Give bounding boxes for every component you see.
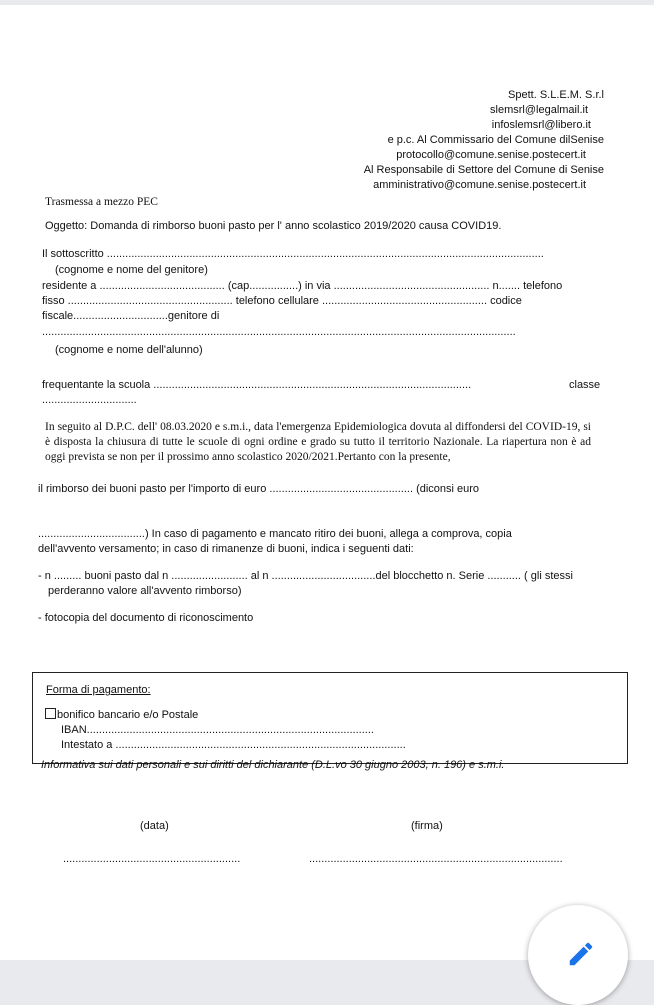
oggetto-line: Oggetto: Domanda di rimborso buoni pasto per l' anno scolastico 2019/2020 causa COVID19. [45, 220, 502, 232]
bullet-buoni-cont: perderanno valore all'avvento rimborso) [48, 585, 242, 597]
payment-title: Forma di pagamento: [46, 684, 151, 696]
payment-option-label: bonifico bancario e/o Postale [57, 709, 199, 721]
intestato-field: Intestato a ............................................................................................... [61, 739, 406, 751]
recipient-name: Spett. S.L.E.M. S.r.l [508, 89, 604, 101]
payment-option [45, 708, 198, 722]
checkbox[interactable] [45, 708, 56, 719]
firma-signature-line: ................................................................................... [309, 853, 563, 865]
pagamento-line-1: ...................................) In caso di pagamento e mancato ritiro dei buoni, allega a comprova, copia [38, 528, 512, 540]
iban-field: IBAN.............................................................................................. [61, 724, 374, 736]
recipient-email: infoslemsrl@libero.it [491, 119, 591, 131]
bullet-fotocopia: - fotocopia del documento di riconoscimento [38, 612, 254, 624]
edit-button[interactable] [528, 905, 628, 1005]
trasmessa-label: Trasmessa a mezzo PEC [45, 196, 158, 208]
data-label: (data) [140, 820, 169, 832]
classe-line: ............................... [42, 394, 137, 406]
firma-label: (firma) [411, 820, 443, 832]
bullet-buoni: - n ......... buoni pasto dal n ......................... al n ..................................del blocchetto n. Serie ........... ( gli stessi [38, 570, 573, 582]
cc-commissario-pec: protocollo@comune.senise.postecert.it [396, 149, 586, 161]
pagamento-line-2: dell'avvento versamento; in caso di rimanenze di buoni, indica i seguenti dati: [38, 543, 414, 555]
informativa-note: Informativa sui dati personali e sui diritti del dichiarante (D.L.vo 30 giugno 2003, n. 196) e s.m.i. [41, 759, 505, 771]
genitore-hint: (cognome e nome del genitore) [55, 264, 208, 276]
alunno-hint: (cognome e nome dell'alunno) [55, 344, 203, 356]
edit-pencil-icon [566, 939, 596, 969]
rimborso-line: il rimborso dei buoni pasto per l'importo di euro ............................................... (diconsi euro [38, 483, 480, 495]
classe-label: classe [569, 379, 601, 391]
cc-responsabile: Al Responsabile di Settore del Comune di Senise [363, 164, 604, 176]
frequentante-field: frequentante la scuola ........................................................................................................ [42, 379, 472, 391]
fisso-field: fisso ...................................................... telefono cellulare ...................................................... codice [42, 295, 522, 307]
main-paragraph: In seguito al D.P.C. dell' 08.03.2020 e s.m.i., data l'emergenza Epidemiologica dovuta al diffondersi del COVID-19, si è disposta la chiusura di tutte le scuole di ogni ordine e grado su tutto il territorio Nazionale. La riapertura non è ad oggi prevista se non per il prossimo anno scolastico 2020/2021.Pertanto con la presente, [45, 421, 591, 463]
payment-box [32, 672, 628, 764]
residente-field: residente a ......................................... (cap................) in via ................................................... n....... telefono [42, 280, 563, 292]
alunno-line: ........................................................................................................................................................... [42, 326, 516, 338]
cc-commissario: e p.c. Al Commissario del Comune dilSenise [387, 134, 604, 146]
recipient-pec: slemsrl@legalmail.it [490, 104, 588, 116]
cc-responsabile-pec: amministrativo@comune.senise.postecert.it [373, 179, 586, 191]
data-signature-line: .......................................................... [63, 853, 241, 865]
sottoscritto-field: Il sottoscritto ............................................................................................................................................... [42, 248, 544, 260]
document-page [0, 5, 654, 960]
fiscale-field: fiscale...............................genitore di [42, 310, 220, 322]
